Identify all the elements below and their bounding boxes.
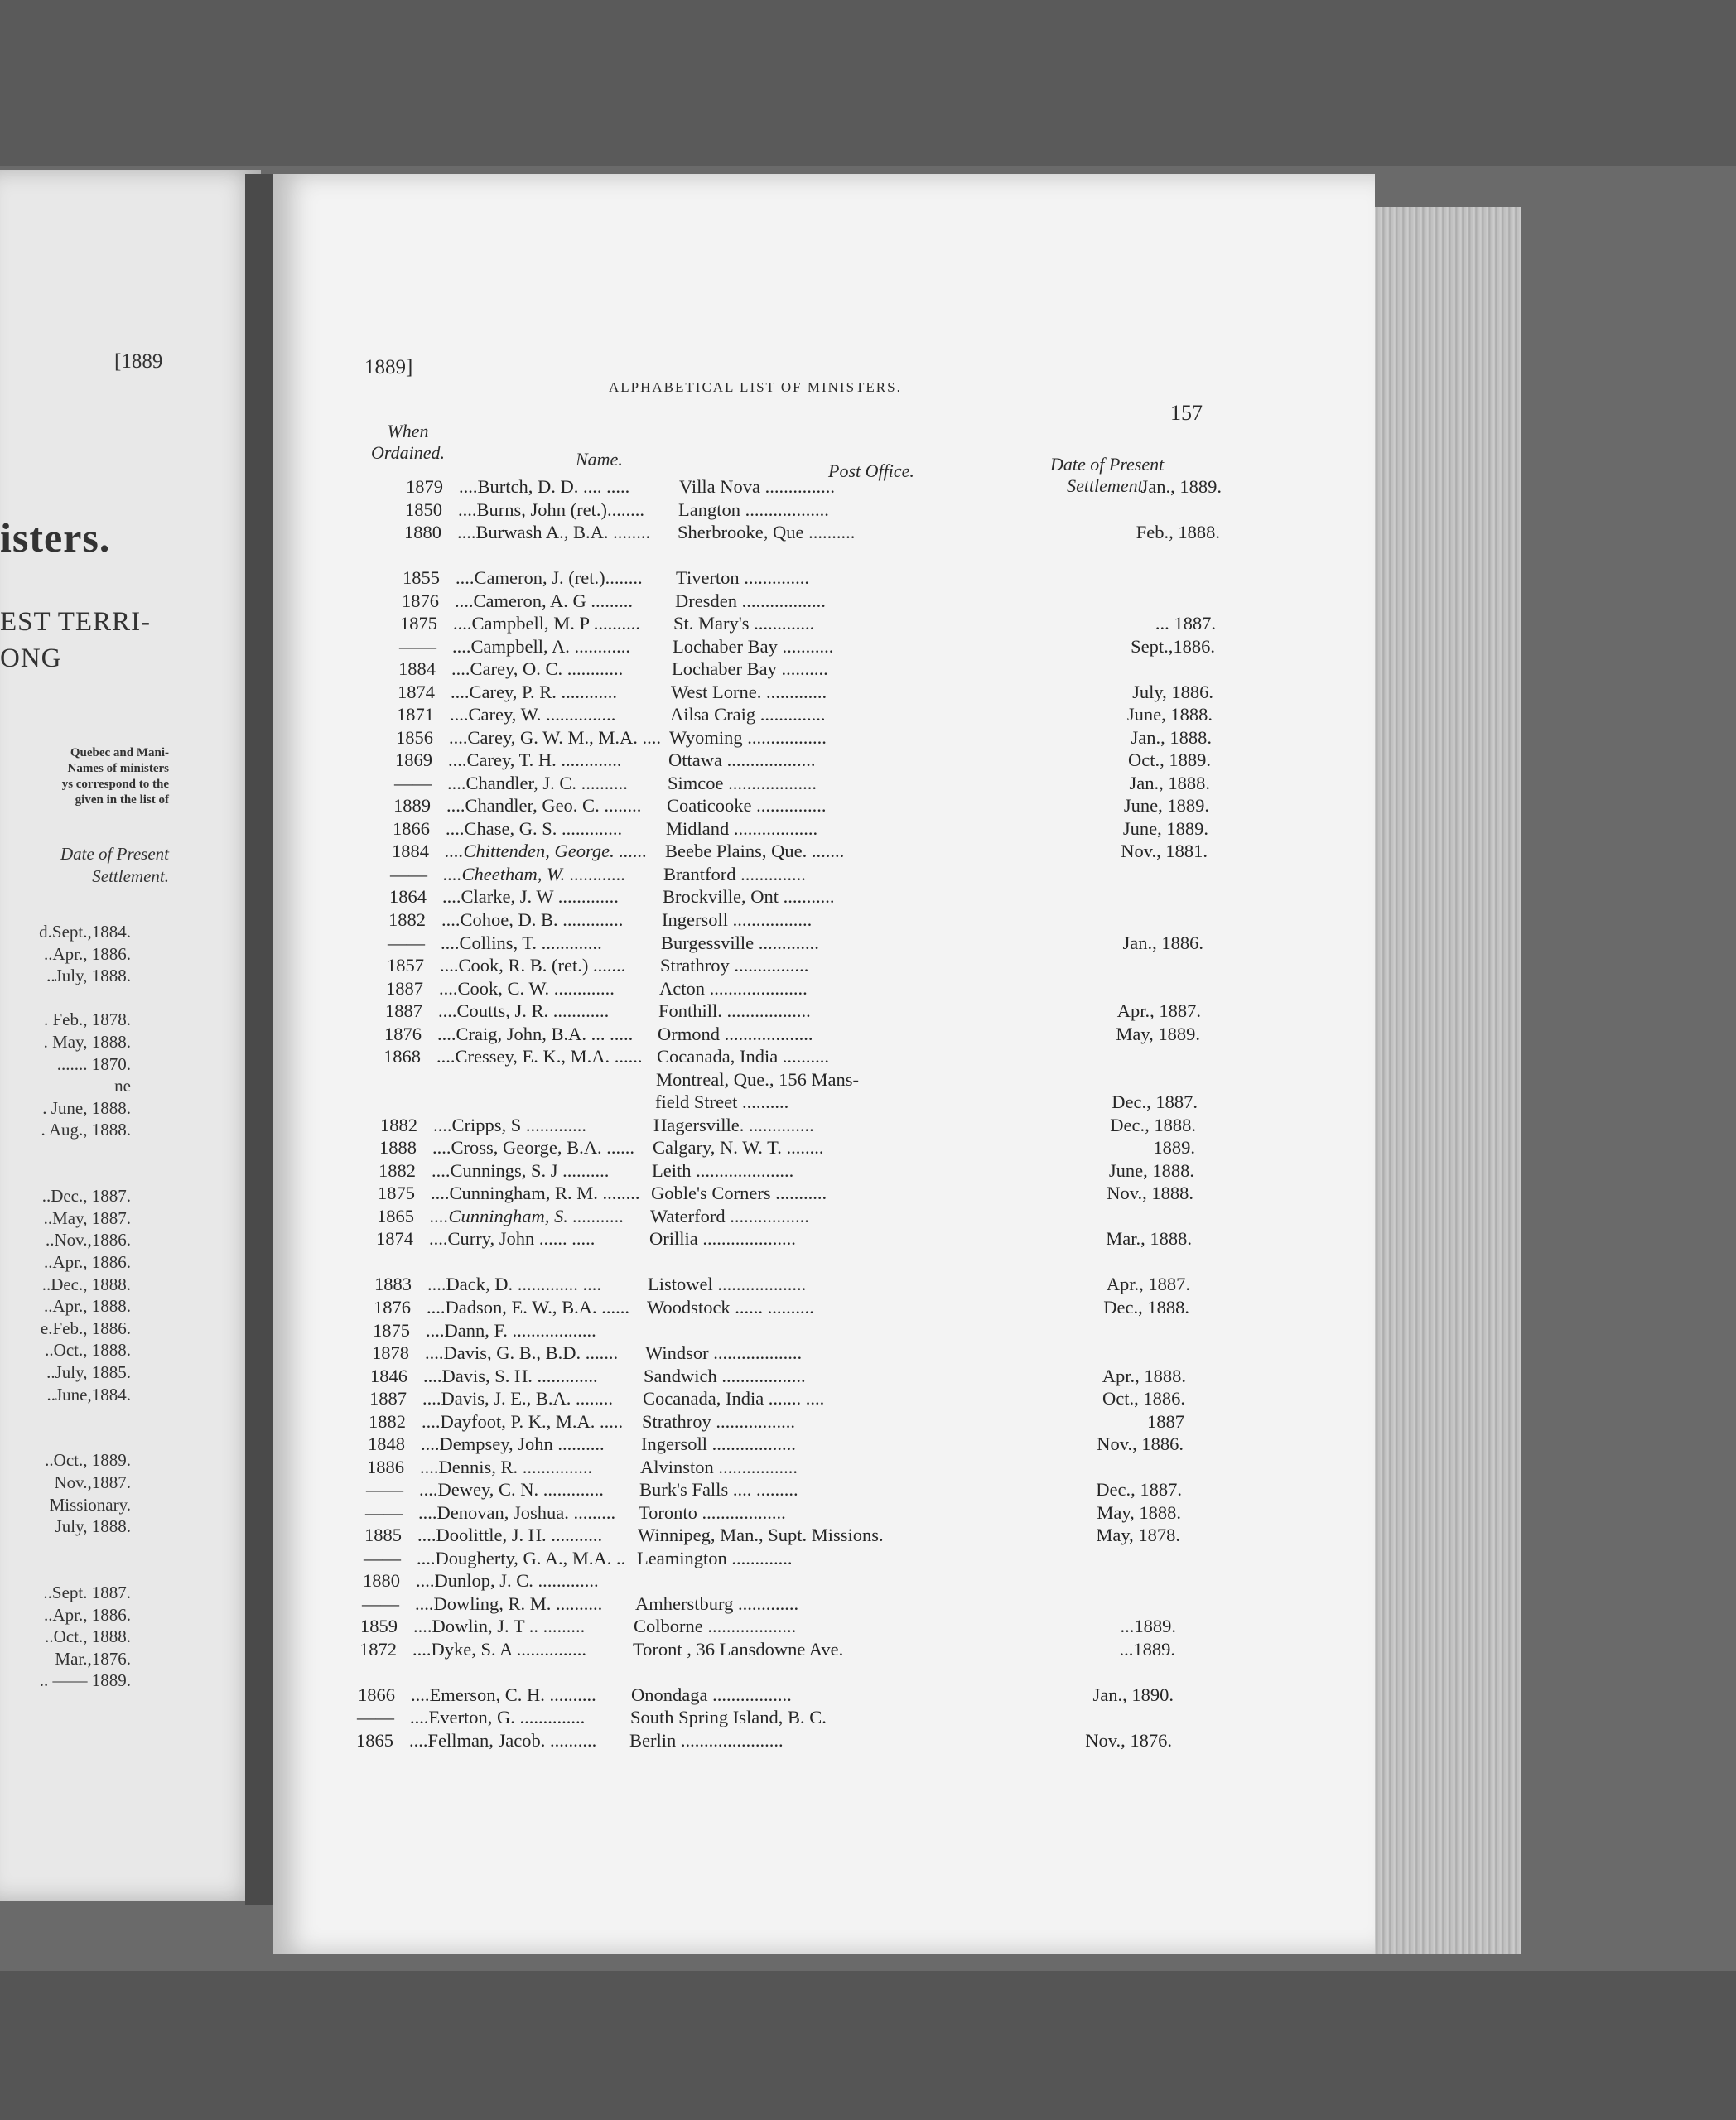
minister-row — [378, 1182, 1206, 1205]
ordained-year: 1875 — [400, 613, 437, 634]
minister-row — [398, 658, 1227, 681]
ordained-year: 1857 — [387, 955, 424, 976]
post-office: Calgary, N. W. T. ........ — [653, 1137, 824, 1158]
ordained-year: 1880 — [363, 1570, 400, 1591]
minister-name: ....Fellman, Jacob. .......... — [409, 1730, 597, 1751]
settlement-date: Oct., 1886. — [1102, 1388, 1185, 1409]
left-title-fragment: isters. — [0, 514, 111, 561]
post-office: Goble's Corners ........... — [651, 1183, 827, 1203]
minister-name: ....Dunlop, J. C. ............. — [416, 1570, 599, 1591]
settlement-date: Apr., 1887. — [1116, 1000, 1201, 1021]
post-office: Dresden .................. — [675, 590, 826, 611]
post-office: Burk's Falls .... ......... — [639, 1479, 798, 1500]
left-entry: ..Sept. 1887. — [43, 1583, 131, 1602]
ordained-year: 1876 — [384, 1024, 422, 1044]
ordained-year: 1859 — [360, 1616, 398, 1636]
ordained-year: 1855 — [403, 567, 440, 588]
post-office: Ingersoll ................. — [662, 909, 813, 930]
minister-name: ....Dempsey, John .......... — [421, 1433, 605, 1454]
post-office: Ailsa Craig .............. — [670, 704, 826, 725]
minister-name: ....Carey, T. H. ............. — [448, 749, 622, 770]
settlement-date: 1889. — [1153, 1137, 1195, 1158]
ordained-year: 1887 — [386, 978, 423, 999]
post-office: Simcoe ................... — [668, 773, 817, 793]
minister-name: ....Cook, R. B. (ret.) ....... — [440, 955, 626, 976]
post-office: Ottawa ................... — [668, 749, 816, 770]
settlement-date: Dec., 1888. — [1103, 1297, 1189, 1318]
ordained-year: 1872 — [359, 1639, 397, 1660]
post-office: Colborne ................... — [634, 1616, 797, 1636]
minister-row — [389, 885, 1218, 908]
minister-row — [372, 1342, 1200, 1365]
left-entry: ..July, 1885. — [46, 1362, 131, 1382]
minister-row — [382, 1091, 1210, 1114]
minister-row — [360, 1615, 1189, 1638]
post-office: Beebe Plains, Que. ....... — [665, 841, 845, 861]
post-office: Leamington ............. — [637, 1548, 793, 1568]
left-entry: d.Sept.,1884. — [39, 922, 131, 942]
left-entry: ..Apr., 1888. — [44, 1296, 131, 1316]
settlement-date: May, 1889. — [1116, 1024, 1200, 1044]
minister-name: ....Dewey, C. N. ............. — [419, 1479, 604, 1500]
minister-name: ....Burwash A., B.A. ........ — [457, 522, 651, 542]
ordained-year: 1888 — [379, 1137, 417, 1158]
column-post-office: Post Office. — [828, 460, 914, 481]
minister-name: ....Collins, T. ............. — [441, 932, 602, 953]
ordained-year: 1868 — [383, 1046, 421, 1067]
left-note-line: Quebec and Mani- — [70, 746, 169, 759]
post-office: Cocanada, India .......... — [657, 1046, 830, 1067]
left-running-head: [1889 — [114, 350, 163, 373]
minister-row — [379, 1159, 1207, 1183]
minister-name: ....Cripps, S ............. — [433, 1115, 587, 1135]
left-entry: Nov.,1887. — [54, 1472, 131, 1492]
left-entry: ..Oct., 1888. — [45, 1626, 131, 1646]
minister-row — [359, 1660, 1187, 1684]
settlement-date: Mar., 1888. — [1106, 1228, 1192, 1249]
minister-row — [374, 1296, 1202, 1319]
minister-row — [374, 1273, 1203, 1296]
ordained-year: 1879 — [406, 476, 443, 497]
settlement-date: Jan., 1886. — [1122, 932, 1203, 953]
minister-row — [403, 566, 1231, 590]
minister-row — [356, 1729, 1184, 1752]
ordained-year: 1882 — [379, 1160, 416, 1181]
ordained-year: 1884 — [398, 658, 436, 679]
left-note-line: Names of ministers — [67, 762, 169, 775]
post-office: Leith ..................... — [652, 1160, 794, 1181]
column-when-line: Ordained. — [371, 442, 446, 463]
post-office: Cocanada, India ....... .... — [643, 1388, 825, 1409]
settlement-date: Jan., 1889. — [1140, 476, 1222, 497]
settlement-date: Nov., 1876. — [1085, 1730, 1172, 1751]
left-entry: . Aug., 1888. — [41, 1120, 131, 1140]
settlement-date: Dec., 1887. — [1112, 1091, 1198, 1112]
minister-row — [365, 1501, 1194, 1525]
left-column-heading: Date of Present — [60, 844, 169, 864]
minister-row — [380, 1114, 1208, 1137]
minister-row — [377, 1205, 1205, 1228]
minister-row — [384, 1023, 1213, 1046]
left-entry: Mar.,1876. — [55, 1649, 131, 1669]
minister-row — [359, 1638, 1188, 1661]
settlement-date: Jan., 1890. — [1092, 1684, 1174, 1705]
settlement-date: May, 1888. — [1097, 1502, 1181, 1523]
post-office: Langton .................. — [678, 499, 829, 520]
ordained-year: 1875 — [378, 1183, 415, 1203]
ordained-year: —— — [388, 932, 425, 953]
minister-row — [393, 817, 1221, 841]
ordained-year: 1874 — [376, 1228, 413, 1249]
ordained-year: 1882 — [380, 1115, 417, 1135]
settlement-date: ...1889. — [1119, 1639, 1175, 1660]
minister-row — [368, 1433, 1196, 1456]
left-entry: e.Feb., 1886. — [40, 1318, 131, 1338]
post-office: Acton ..................... — [659, 978, 808, 999]
minister-row — [362, 1592, 1190, 1616]
post-office: Ingersoll .................. — [641, 1433, 796, 1454]
settlement-date: June, 1889. — [1123, 795, 1209, 816]
settlement-date: Dec., 1887. — [1096, 1479, 1182, 1500]
post-office: West Lorne. ............. — [671, 682, 827, 702]
post-office: South Spring Island, B. C. — [630, 1707, 827, 1727]
minister-row — [406, 475, 1234, 499]
minister-row — [373, 1319, 1201, 1342]
post-office: Coaticooke ............... — [667, 795, 827, 816]
column-when-line: When — [387, 421, 429, 441]
minister-name: ....Burns, John (ret.)........ — [458, 499, 644, 520]
minister-row — [385, 1000, 1213, 1023]
post-office: Onondaga ................. — [631, 1684, 792, 1705]
post-office: Strathroy ................ — [660, 955, 809, 976]
ordained-year: —— — [399, 636, 436, 657]
settlement-date: ...1889. — [1120, 1616, 1176, 1636]
minister-row — [386, 977, 1214, 1000]
ordained-year: 1883 — [374, 1274, 412, 1294]
minister-name: ....Dyke, S. A ............... — [412, 1639, 587, 1660]
settlement-date: Dec., 1888. — [1110, 1115, 1196, 1135]
post-office: Fonthill. .................. — [658, 1000, 811, 1021]
ordained-year: 1885 — [364, 1525, 402, 1545]
ordained-year: 1889 — [393, 795, 431, 816]
minister-row — [358, 1684, 1186, 1707]
minister-name: ....Davis, J. E., B.A. ........ — [422, 1388, 613, 1409]
minister-row — [379, 1136, 1208, 1159]
minister-name: ....Carey, O. C. ............ — [451, 658, 624, 679]
settlement-date: Jan., 1888. — [1129, 773, 1210, 793]
running-head-title: ALPHABETICAL LIST OF MINISTERS. — [609, 379, 902, 395]
ordained-year: 1856 — [396, 727, 433, 748]
left-entry: ..Apr., 1886. — [44, 1252, 131, 1272]
post-office: Windsor ................... — [645, 1342, 803, 1363]
minister-row — [357, 1706, 1185, 1729]
left-entry: ..Oct., 1889. — [45, 1450, 131, 1470]
ordained-year: 1864 — [389, 886, 427, 907]
post-office: Toronto .................. — [639, 1502, 786, 1523]
left-page — [0, 170, 261, 1901]
minister-row — [383, 1045, 1212, 1068]
settlement-date: Feb., 1888. — [1136, 522, 1220, 542]
left-entry: July, 1888. — [55, 1516, 131, 1536]
ordained-year: 1865 — [377, 1206, 414, 1226]
minister-name: ....Dann, F. .................. — [426, 1320, 596, 1341]
post-office: field Street .......... — [655, 1091, 789, 1112]
settlement-date: June, 1889. — [1122, 818, 1208, 839]
left-entry: ..Nov.,1886. — [45, 1230, 131, 1250]
minister-row — [383, 1068, 1211, 1091]
minister-row — [388, 908, 1217, 932]
minister-row — [400, 612, 1228, 635]
post-office: Burgessville ............. — [661, 932, 819, 953]
minister-name: ....Dadson, E. W., B.A. ...... — [427, 1297, 630, 1318]
settlement-date: June, 1888. — [1126, 704, 1213, 725]
page-number: 157 — [1170, 401, 1203, 425]
ordained-year: 1865 — [356, 1730, 393, 1751]
minister-name: ....Denovan, Joshua. ......... — [418, 1502, 616, 1523]
minister-row — [367, 1456, 1195, 1479]
left-entry: .. —— 1889. — [39, 1670, 131, 1690]
settlement-date: Apr., 1887. — [1106, 1274, 1190, 1294]
minister-name: ....Carey, W. ............... — [450, 704, 616, 725]
minister-row — [404, 521, 1232, 544]
column-when-ordained — [371, 421, 445, 464]
minister-name: ....Dougherty, G. A., M.A. .. — [417, 1548, 626, 1568]
ordained-year: 1887 — [369, 1388, 407, 1409]
ordained-year: 1876 — [374, 1297, 411, 1318]
left-entry: ..June,1884. — [46, 1385, 131, 1404]
minister-row — [363, 1569, 1191, 1592]
left-note-line: ys correspond to the — [61, 778, 169, 791]
minister-name: ....Cameron, J. (ret.)........ — [456, 567, 643, 588]
minister-name: ....Dayfoot, P. K., M.A. ..... — [422, 1411, 624, 1432]
ordained-year: —— — [366, 1479, 403, 1500]
ordained-year: 1880 — [404, 522, 441, 542]
post-office: Toront , 36 Lansdowne Ave. — [633, 1639, 844, 1660]
minister-name: ....Cunningham, S. ........... — [430, 1206, 624, 1226]
left-entry: Missionary. — [49, 1495, 131, 1515]
settlement-date: Apr., 1888. — [1102, 1366, 1186, 1386]
post-office: Midland .................. — [666, 818, 818, 839]
post-office: Woodstock ...... .......... — [647, 1297, 814, 1318]
minister-name: ....Dennis, R. ............... — [420, 1457, 593, 1477]
minister-row — [395, 749, 1223, 772]
post-office: Waterford ................. — [650, 1206, 809, 1226]
post-office: Ormond ................... — [658, 1024, 813, 1044]
minister-name: ....Cressey, E. K., M.A. ...... — [436, 1046, 643, 1067]
post-office: Hagersville. .............. — [653, 1115, 814, 1135]
settlement-date: Jan., 1888. — [1131, 727, 1212, 748]
ordained-year: —— — [390, 864, 427, 884]
post-office: Montreal, Que., 156 Mans- — [656, 1069, 859, 1090]
minister-row — [366, 1478, 1194, 1501]
minister-name: ....Cunnings, S. J .......... — [432, 1160, 610, 1181]
minister-name: ....Craig, John, B.A. ... ..... — [437, 1024, 634, 1044]
settlement-date: 1887 — [1147, 1411, 1184, 1432]
ordained-year: 1884 — [392, 841, 429, 861]
left-entry: ....... 1870. — [56, 1054, 131, 1074]
post-office: Lochaber Bay ........... — [673, 636, 834, 657]
minister-row — [364, 1524, 1193, 1547]
minister-row — [369, 1410, 1197, 1433]
minister-name: ....Davis, S. H. ............. — [423, 1366, 598, 1386]
minister-name: ....Emerson, C. H. .......... — [411, 1684, 596, 1705]
left-entry: ..May, 1887. — [43, 1208, 131, 1228]
settlement-date: ... 1887. — [1155, 613, 1216, 634]
running-head-year: 1889] — [364, 356, 413, 378]
ordained-year: —— — [357, 1707, 394, 1727]
settlement-date: Oct., 1889. — [1128, 749, 1211, 770]
ordained-year: —— — [394, 773, 432, 793]
post-office: Brantford .............. — [663, 864, 806, 884]
post-office: Villa Nova ............... — [679, 476, 835, 497]
minister-row — [398, 681, 1226, 704]
ordained-year: 1876 — [402, 590, 439, 611]
left-entry: ..July, 1888. — [46, 966, 131, 985]
minister-row — [388, 932, 1216, 955]
minister-name: ....Cohoe, D. B. ............. — [441, 909, 624, 930]
post-office: Listowel ................... — [648, 1274, 807, 1294]
minister-row — [392, 840, 1220, 863]
minister-name: ....Campbell, A. ............ — [452, 636, 630, 657]
ordained-year: 1869 — [395, 749, 432, 770]
settlement-date: June, 1888. — [1108, 1160, 1194, 1181]
post-office: Lochaber Bay .......... — [672, 658, 828, 679]
ordained-year: —— — [364, 1548, 401, 1568]
minister-name: ....Cameron, A. G ......... — [455, 590, 633, 611]
ordained-year: 1887 — [385, 1000, 422, 1021]
minister-row — [376, 1227, 1204, 1250]
minister-name: ....Chandler, Geo. C. ........ — [446, 795, 642, 816]
minister-row — [402, 590, 1230, 613]
post-office: St. Mary's ............. — [673, 613, 815, 634]
minister-row — [364, 1547, 1192, 1570]
post-office: Sherbrooke, Que .......... — [678, 522, 856, 542]
minister-name: ....Carey, G. W. M., M.A. .... — [449, 727, 662, 748]
background-bottom — [0, 1971, 1736, 2120]
post-office: Alvinston ................. — [640, 1457, 798, 1477]
ordained-year: 1846 — [370, 1366, 407, 1386]
ordained-year: 1866 — [393, 818, 430, 839]
minister-row — [397, 703, 1225, 726]
minister-name: ....Carey, P. R. ............ — [451, 682, 618, 702]
post-office: Orillia .................... — [649, 1228, 796, 1249]
minister-name: ....Curry, John ...... ..... — [429, 1228, 596, 1249]
left-entry: ..Dec., 1888. — [41, 1274, 131, 1294]
settlement-date: Nov., 1888. — [1107, 1183, 1194, 1203]
ordained-year: 1871 — [397, 704, 434, 725]
post-office: Tiverton .............. — [676, 567, 810, 588]
left-entry: ne — [114, 1076, 131, 1096]
minister-name: ....Davis, G. B., B.D. ....... — [425, 1342, 619, 1363]
minister-row — [387, 954, 1215, 977]
minister-name: ....Dack, D. ............. .... — [427, 1274, 601, 1294]
minister-name: ....Cross, George, B.A. ...... — [432, 1137, 634, 1158]
background-top — [0, 0, 1736, 166]
settlement-date: Nov., 1886. — [1097, 1433, 1184, 1454]
post-office: Sandwich .................. — [644, 1366, 806, 1386]
left-note-line: given in the list of — [75, 793, 169, 807]
minister-name: ....Burtch, D. D. .... ..... — [459, 476, 630, 497]
minister-name: ....Doolittle, J. H. ........... — [417, 1525, 603, 1545]
minister-row — [396, 726, 1224, 749]
column-date-line: Settlement. — [1067, 475, 1148, 496]
post-office: Amherstburg ............. — [635, 1593, 799, 1614]
left-entry: ..Oct., 1888. — [45, 1340, 131, 1360]
page-fore-edge — [1371, 207, 1521, 1954]
left-entry: ..Dec., 1887. — [41, 1186, 131, 1206]
left-column-heading: Settlement. — [92, 866, 169, 886]
ordained-year: 1875 — [373, 1320, 410, 1341]
post-office: Winnipeg, Man., Supt. Missions. — [638, 1525, 884, 1545]
ordained-year: 1878 — [372, 1342, 409, 1363]
minister-name: ....Dowling, R. M. .......... — [415, 1593, 603, 1614]
post-office: Berlin ...................... — [629, 1730, 784, 1751]
minister-row — [394, 772, 1222, 795]
minister-name: ....Chase, G. S. ............. — [446, 818, 623, 839]
ordained-year: —— — [362, 1593, 399, 1614]
minister-row — [403, 544, 1232, 567]
left-subtitle-line: ONG — [0, 643, 62, 673]
left-entry: ..Apr., 1886. — [44, 1605, 131, 1625]
column-date-line: Date of Present — [1050, 454, 1165, 475]
minister-name: ....Chittenden, George. ...... — [445, 841, 648, 861]
minister-name: ....Clarke, J. W ............. — [442, 886, 619, 907]
settlement-date: July, 1886. — [1132, 682, 1213, 702]
minister-name: ....Campbell, M. P .......... — [453, 613, 641, 634]
minister-row — [393, 794, 1222, 817]
post-office: Strathroy ................. — [642, 1411, 795, 1432]
settlement-date: Sept.,1886. — [1131, 636, 1215, 657]
left-entry: . May, 1888. — [43, 1032, 131, 1052]
ordained-year: 1866 — [358, 1684, 395, 1705]
minister-name: ....Everton, G. .............. — [410, 1707, 586, 1727]
minister-name: ....Cheetham, W. ............ — [443, 864, 626, 884]
minister-name: ....Coutts, J. R. ............ — [438, 1000, 610, 1021]
minister-name: ....Cook, C. W. ............. — [439, 978, 615, 999]
minister-row — [370, 1365, 1198, 1388]
minister-row — [390, 863, 1218, 886]
settlement-date: May, 1878. — [1096, 1525, 1180, 1545]
left-subtitle-line: EST TERRI- — [0, 607, 152, 637]
settlement-date: Nov., 1881. — [1121, 841, 1208, 861]
ordained-year: 1850 — [405, 499, 442, 520]
ordained-year: 1848 — [368, 1433, 405, 1454]
minister-row — [375, 1250, 1203, 1274]
left-entry: . June, 1888. — [42, 1098, 131, 1118]
minister-row — [405, 499, 1233, 522]
minister-name: ....Dowlin, J. T .. ......... — [413, 1616, 586, 1636]
ordained-year: 1874 — [398, 682, 435, 702]
minister-name: ....Chandler, J. C. .......... — [447, 773, 628, 793]
ordained-year: 1882 — [369, 1411, 406, 1432]
minister-name: ....Cunningham, R. M. ........ — [431, 1183, 640, 1203]
post-office: Wyoming ................. — [669, 727, 827, 748]
left-entry: ..Apr., 1886. — [44, 944, 131, 964]
ordained-year: 1882 — [388, 909, 426, 930]
ordained-year: —— — [365, 1502, 403, 1523]
ordained-year: 1886 — [367, 1457, 404, 1477]
minister-row — [399, 635, 1227, 658]
column-name: Name. — [576, 449, 623, 470]
minister-row — [369, 1387, 1198, 1410]
left-entry: . Feb., 1878. — [44, 1009, 131, 1029]
post-office: Brockville, Ont ........... — [663, 886, 835, 907]
